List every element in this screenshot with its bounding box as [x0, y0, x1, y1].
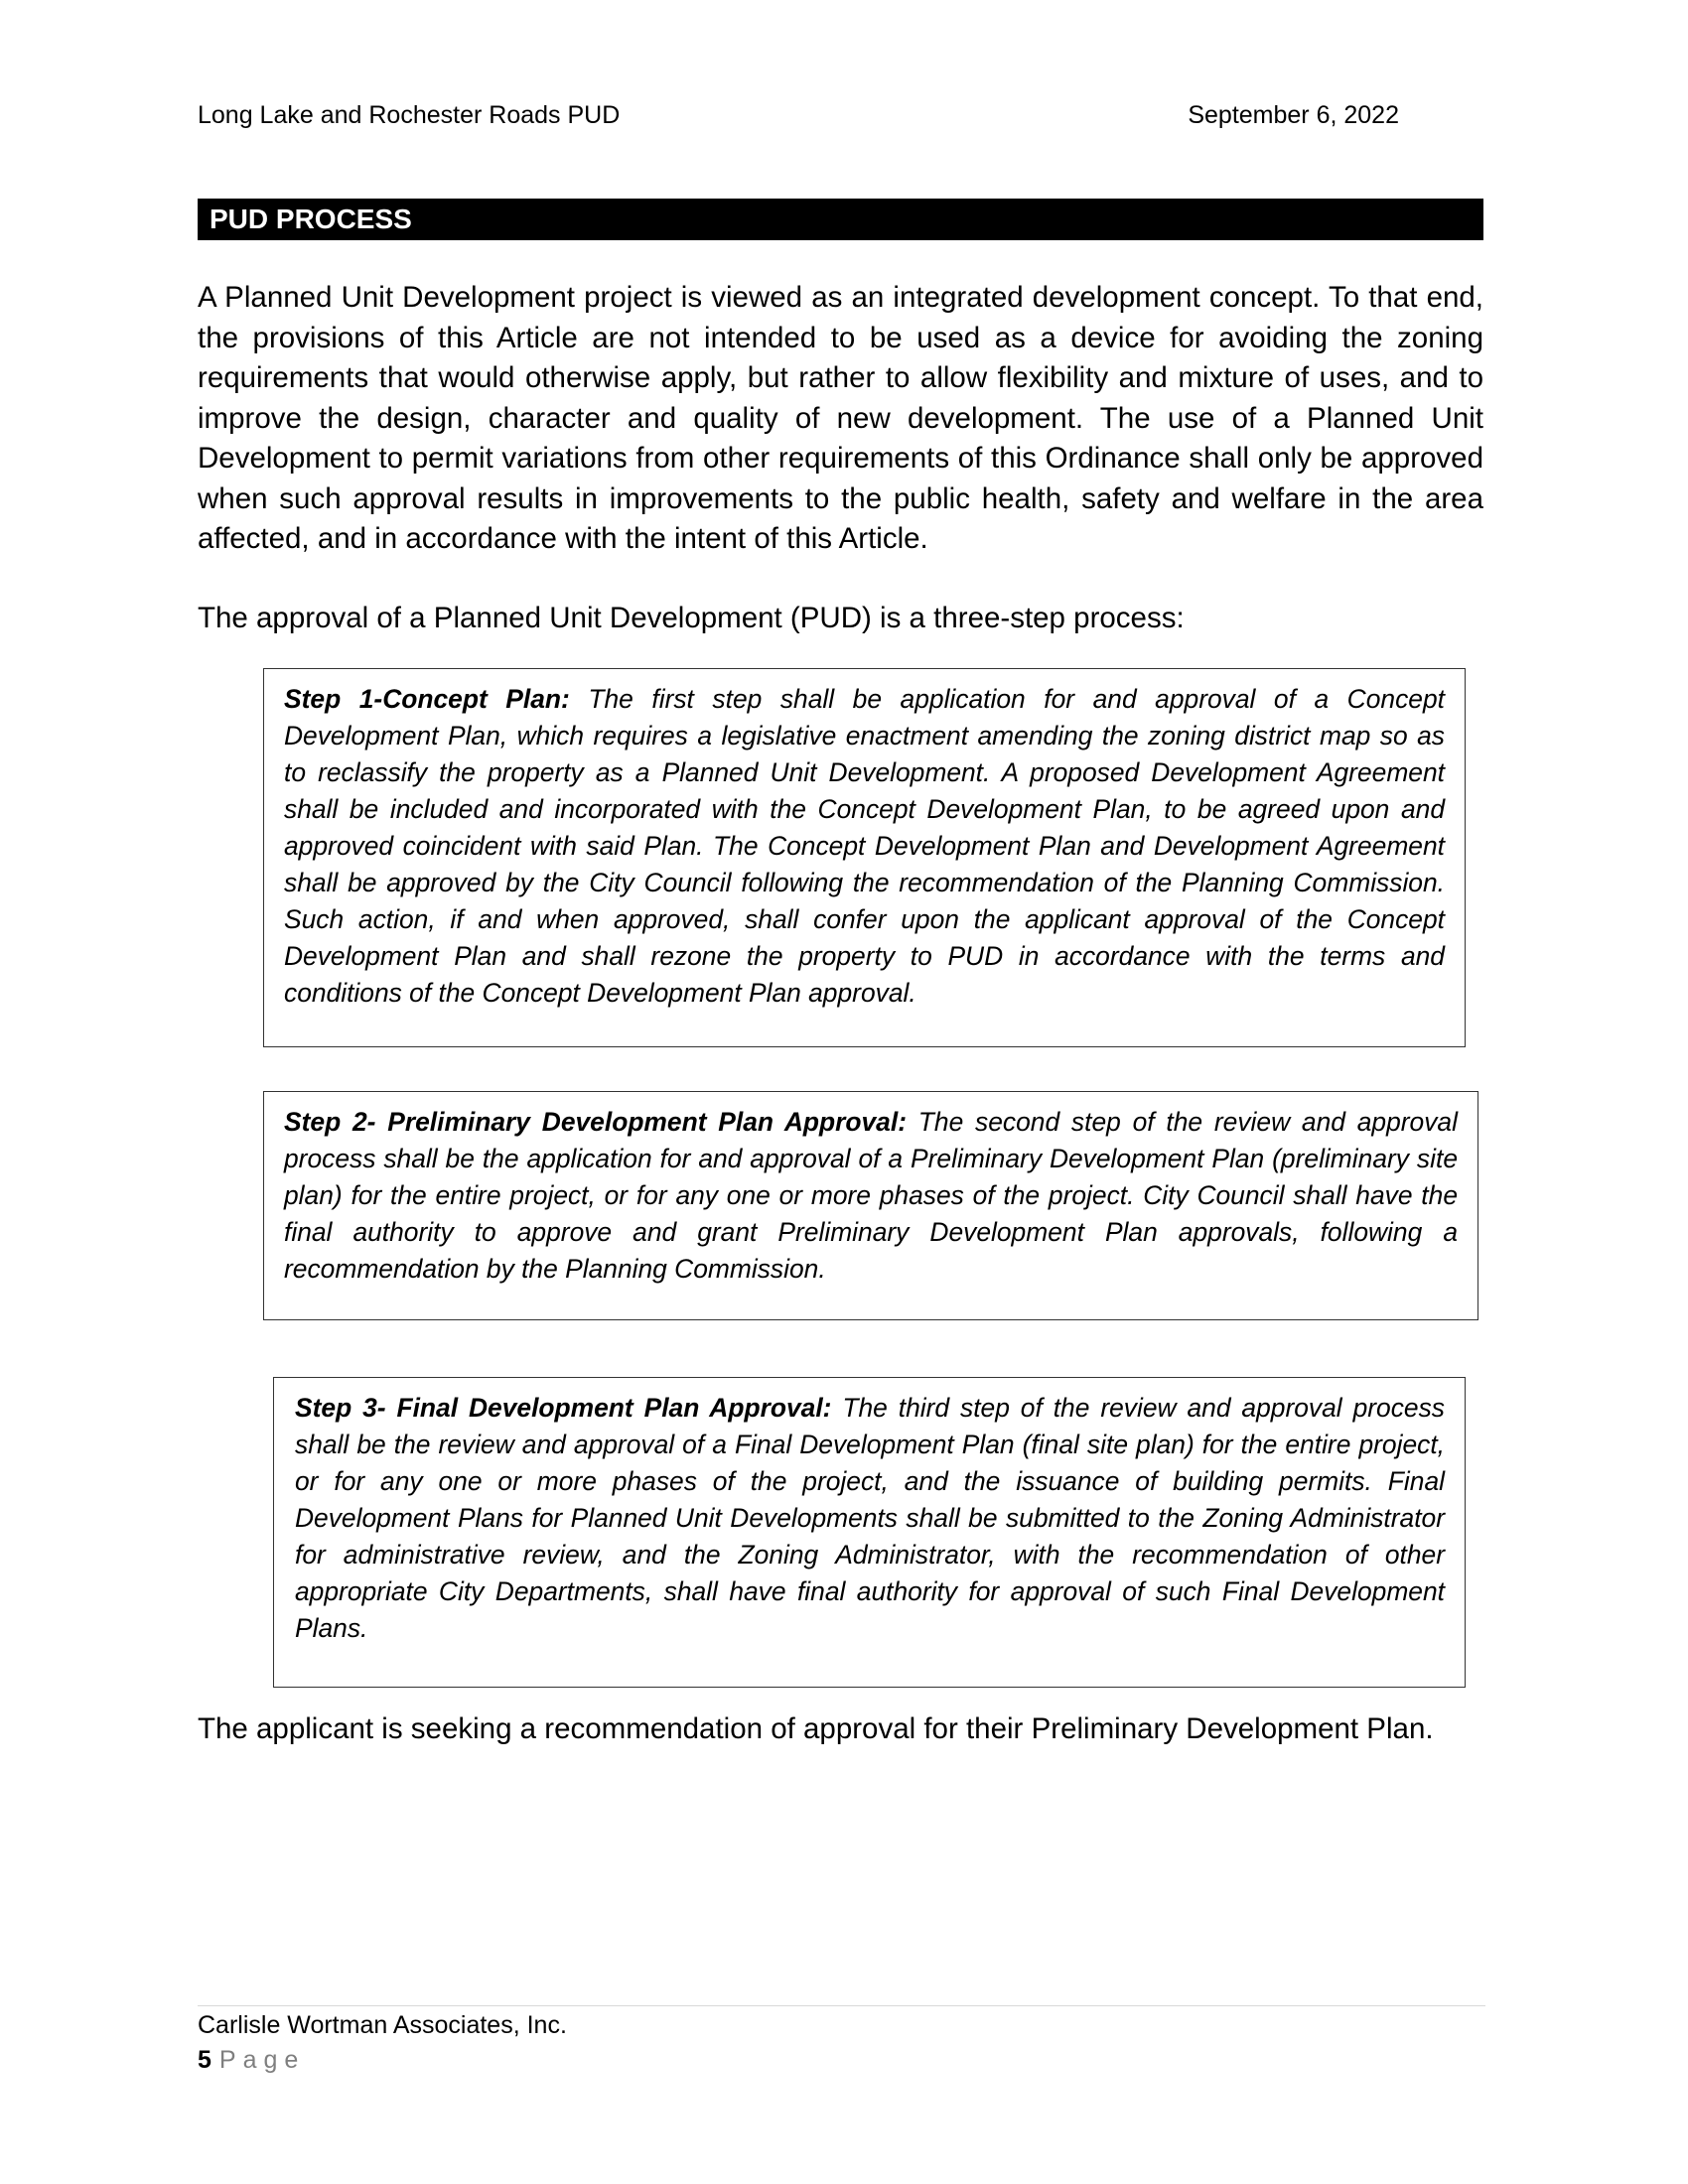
footer-company-name: Carlisle Wortman Associates, Inc.	[198, 2011, 567, 2039]
footer-page-indicator	[198, 2046, 305, 2075]
section-heading: PUD PROCESS	[198, 199, 1483, 240]
step-1-box	[263, 668, 1466, 1047]
step-3-text: The third step of the review and approval process shall be the review and approval of a Final Development Plan (final site plan) for the entire project, or for any one or more phases of the project, and the issuance of building permits. Final Development Plans for Planned Unit Developments shall be submitted to the Zoning Administrator for administrative review, and the Zoning Administrator, with the recommendation of other appropriate City Departments, shall have final authority for approval of such Final Development Plans.	[295, 1393, 1445, 1643]
page-number: 5	[198, 2046, 211, 2074]
intro-paragraph: A Planned Unit Development project is viewed as an integrated development concept. To that end, the provisions of this Article are not intended to be used as a device for avoiding the zoning requirements that would otherwise apply, but rather to allow flexibility and mixture of uses, and to improve the design, character and quality of new development. The use of a Planned Unit Development to permit variations from other requirements of this Ordinance shall only be approved when such approval results in improvements to the public health, safety and welfare in the area affected, and in accordance with the intent of this Article.	[198, 281, 1483, 555]
header-date: September 6, 2022	[1188, 101, 1399, 129]
footer-divider	[198, 2005, 1485, 2006]
step-1-title: Step 1-Concept Plan:	[284, 684, 570, 714]
step-1-text: The first step shall be application for and approval of a Concept Development Plan, which requires a legislative enactment amending the zoning district map so as to reclassify the property as a Planned Unit Development. A proposed Development Agreement shall be included and incorporated with the Concept Development Plan, to be agreed upon and approved coincident with said Plan. The Concept Development Plan and Development Agreement shall be approved by the City Council following the recommendation of the Planning Commission. Such action, if and when approved, shall confer upon the applicant approval of the Concept Development Plan and shall rezone the property to PUD in accordance with the terms and conditions of the Concept Development Plan approval.	[284, 684, 1445, 1008]
step-3-title: Step 3- Final Development Plan Approval:	[295, 1393, 832, 1423]
step-2-text: The second step of the review and approval process shall be the application for and approval of a Preliminary Development Plan (preliminary site plan) for the entire project, or for any one or more phases of the project. City Council shall have the final authority to approve and grant Preliminary Development Plan approvals, following a recommendation by the Planning Commission.	[284, 1107, 1458, 1284]
closing-sentence: The applicant is seeking a recommendation of approval for their Preliminary Development Plan.	[198, 1712, 1434, 1745]
step-2-title: Step 2- Preliminary Development Plan Approval:	[284, 1107, 907, 1137]
header-document-title: Long Lake and Rochester Roads PUD	[198, 101, 621, 129]
process-lead-sentence: The approval of a Planned Unit Development (PUD) is a three-step process:	[198, 602, 1185, 634]
page-label: Page	[218, 2046, 306, 2074]
step-2-box	[263, 1091, 1478, 1320]
step-3-box	[273, 1377, 1466, 1688]
